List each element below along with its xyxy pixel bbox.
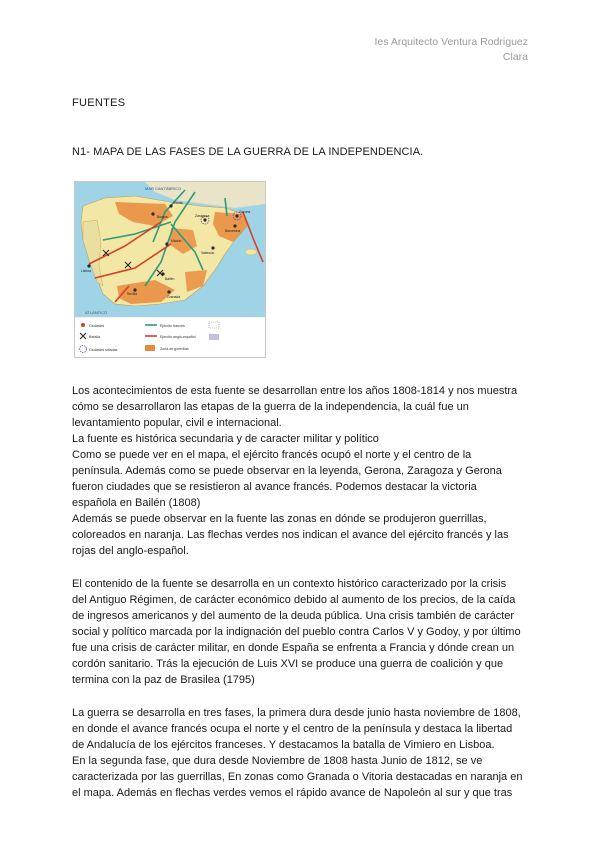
paragraph-3 <box>72 705 532 801</box>
line: termina con la paz de Brasilea (1795) <box>72 674 255 686</box>
place-label: Burgos <box>157 215 168 219</box>
line: fue una crisis de carácter militar, en donde España se enfrenta a Francia y dónde crean un <box>72 642 515 654</box>
line: de ingresos americanos y del aumento de la deuda pública. Una crisis también de carácter <box>72 610 515 622</box>
document-heading: N1- MAPA DE LAS FASES DE LA GUERRA DE LA INDEPENDENCIA. <box>72 146 424 158</box>
line: de Andalucía de los ejércitos franceses. Y destacamos la batalla de Vimiero en Lisboa. <box>72 739 495 751</box>
sea-label-north: MAR CANTÁBRICO <box>145 186 182 191</box>
paragraph-1 <box>72 383 532 559</box>
line: La guerra se desarrolla en tres fases, la primera dura desde junio hasta noviembre de 1808, <box>72 707 521 719</box>
line: Como se puede ver en el mapa, el ejército francés ocupó el norte y el centro de la <box>72 449 472 461</box>
city-marker <box>165 242 168 245</box>
header-author: Clara <box>502 51 528 63</box>
header-school: Ies Arquitecto Ventura Rodriguez <box>374 36 528 48</box>
legend-label-french: Ejército francés <box>160 324 185 328</box>
line: social y político marcada por la indignación del pueblo contra Carlos V y Godoy, y por último <box>72 626 521 638</box>
line: En la segunda fase, que dura desde Noviembre de 1808 hasta Junio de 1812, se ve <box>72 755 483 767</box>
line: El contenido de la fuente se desarrolla en un contexto histórico caracterizado por la crisis <box>72 578 507 590</box>
city-marker <box>233 224 236 227</box>
legend-label-guerrilla: Zona de guerrillas <box>160 347 189 351</box>
line: cordón sanitario. Trás la ejecución de Luis XVI se produce una guerra de coalición y que <box>72 658 504 670</box>
place-label: Gerona <box>239 210 251 214</box>
legend-zone2-symbol <box>209 334 219 340</box>
city-marker <box>203 218 206 221</box>
legend-guerrilla-symbol <box>145 345 155 351</box>
city-marker <box>151 212 154 215</box>
body-text <box>72 383 532 801</box>
city-marker <box>211 246 214 249</box>
line: Los acontecimientos de esta fuente se desarrollan entre los años 1808-1814 y nos muestra <box>72 385 518 397</box>
line: del Antiguo Régimen, de carácter económico debido al aumento de los precios, de la caída <box>72 594 516 606</box>
city-marker <box>87 264 90 267</box>
paragraph-2 <box>72 576 532 688</box>
war-map-image <box>75 182 265 357</box>
place-label: Madrid <box>171 239 182 243</box>
city-marker <box>235 214 238 217</box>
line: rojas del anglo-español. <box>72 545 189 557</box>
place-label: Bailén <box>165 277 175 281</box>
line: península. Además como se puede observar en la leyenda, Gerona, Zaragoza y Gerona <box>72 465 502 477</box>
line: el mapa. Además en flechas verdes vemos el rápido avance de Napoleón al sur y que tras <box>72 787 513 799</box>
line: en donde el avance francés ocupa el norte y el centro de la península y destaca la libertad <box>72 723 513 735</box>
place-label: Sevilla <box>127 292 137 296</box>
sea-label-south: ATLÁNTICO <box>85 310 108 315</box>
place-label: Lisboa <box>81 269 91 273</box>
legend-label-sieged: Ciudades sitiadas <box>89 348 118 352</box>
place-label: Valencia <box>201 251 214 255</box>
legend-label-anglo: Ejército anglo-español <box>160 335 196 339</box>
line: fueron ciudades que se resistieron al avance francés. Podemos destacar la victoria <box>72 481 477 493</box>
legend-label-battle: Batalla <box>89 335 100 339</box>
page-header <box>374 35 528 65</box>
section-title: FUENTES <box>72 97 126 109</box>
map-balearic <box>245 249 257 255</box>
line: La fuente es histórica secundaria y de caracter militar y político <box>72 433 379 445</box>
line: coloreados en naranja. Las flechas verdes nos indican el avance del ejército francés y las <box>72 529 509 541</box>
map-figure <box>74 181 266 358</box>
line: caracterizada por las guerrillas, En zonas como Granada o Vitoria destacadas en naranja en <box>72 771 523 783</box>
legend-city-symbol <box>81 323 85 327</box>
legend-label-city: Ciudades <box>89 324 105 328</box>
city-marker <box>167 290 170 293</box>
place-label: Granada <box>167 295 181 299</box>
place-label: Barcelona <box>225 229 241 233</box>
place-label: Vitoria <box>173 201 183 205</box>
place-label: Zaragoza <box>195 214 210 218</box>
line: española en Bailén (1808) <box>72 497 201 509</box>
line: Además se puede observar en la fuente las zonas en dónde se produjeron guerrillas, <box>72 513 487 525</box>
line: cómo se desarrollaron las etapas de la guerra de la independencia, la cuál fue un <box>72 401 469 413</box>
line: levantamiento popular, civil e internacional. <box>72 417 282 429</box>
